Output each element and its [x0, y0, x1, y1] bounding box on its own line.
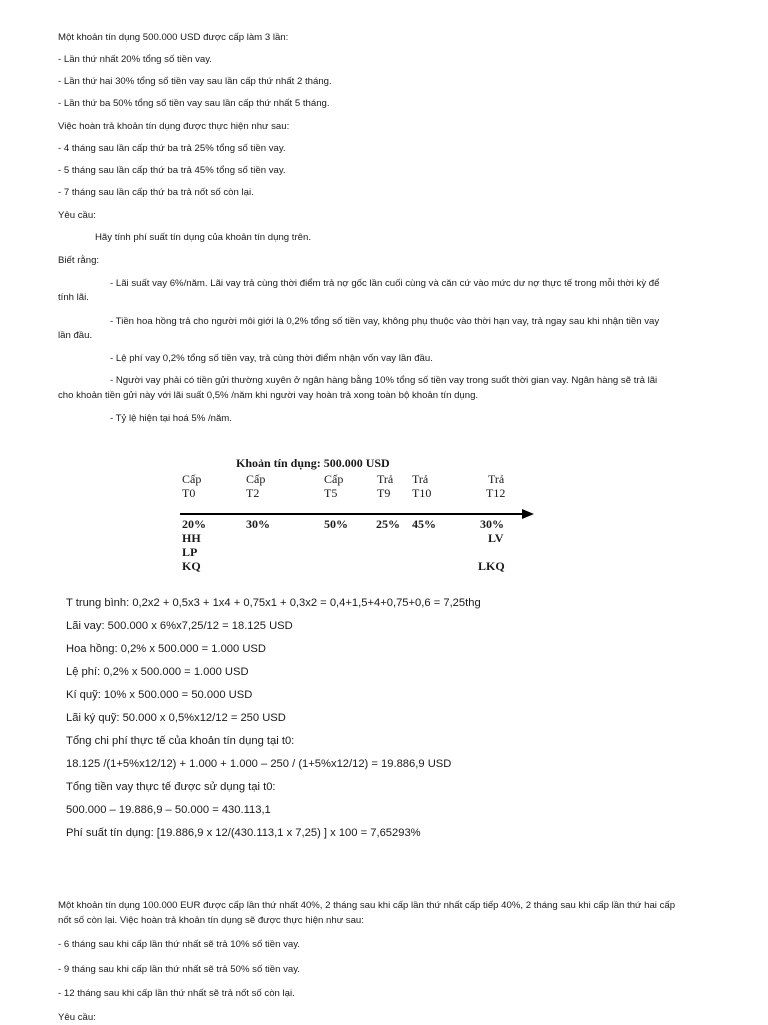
calc-line: Tổng chi phí thực tế của khoản tín dụng tại t0: — [66, 735, 295, 747]
t0-extra: HH — [182, 531, 201, 545]
calc-line: Kí quỹ: 10% x 500.000 = 50.000 USD — [66, 689, 253, 701]
event-action: Trả — [412, 472, 429, 486]
p2-repay-3: - 12 tháng sau khi cấp lần thứ nhất sẽ trả nốt số còn lại. — [58, 988, 295, 999]
p2-req-label: Yêu cầu: — [58, 1012, 96, 1023]
event-action: Cấp — [182, 472, 202, 486]
p1-known-5: - Tỷ lệ hiện tại hoá 5% /năm. — [110, 413, 232, 424]
event-pct: 30% — [246, 517, 270, 531]
calc-line: 500.000 – 19.886,9 – 50.000 = 430.113,1 — [66, 804, 271, 816]
calc-line: Phí suất tín dụng: [19.886,9 x 12/(430.113,1 x 7,25) ] x 100 = 7,65293% — [66, 827, 421, 839]
event-pct: 45% — [412, 517, 436, 531]
calc-line: Tổng tiền vay thực tế được sử dụng tại t0: — [66, 781, 276, 793]
event-time: T5 — [324, 486, 338, 500]
p1-disb-3: - Lần thứ ba 50% tổng số tiền vay sau lần cấp thứ nhất 5 tháng. — [58, 98, 330, 109]
event-action: Trả — [488, 472, 505, 486]
p1-known-1b: tính lãi. — [58, 292, 89, 303]
event-action: Cấp — [324, 472, 344, 486]
p1-known-2b: lần đầu. — [58, 330, 93, 341]
calc-line: T trung bình: 0,2x2 + 0,5x3 + 1x4 + 0,75x1 + 0,3x2 = 0,4+1,5+4+0,75+0,6 = 7,25thg — [66, 597, 481, 609]
event-action: Cấp — [246, 472, 266, 486]
p1-known-4a: - Người vay phải có tiền gửi thường xuyên ở ngân hàng bằng 10% tổng số tiền vay trong suốt thời gian vay. Ngân hàng sẽ trả lãi — [110, 375, 658, 386]
event-time: T0 — [182, 486, 196, 500]
p1-disb-1: - Lần thứ nhất 20% tổng số tiền vay. — [58, 54, 212, 65]
diagram-title: Khoản tín dụng: 500.000 USD — [236, 456, 390, 470]
p1-known-1a: - Lãi suất vay 6%/năm. Lãi vay trả cùng thời điểm trả nợ gốc lần cuối cùng và căn cứ vào mức dư nợ thực tế trong mỗi thời kỳ để — [110, 278, 660, 289]
t0-extra: KQ — [182, 559, 201, 573]
p1-req: Hãy tính phí suất tín dụng của khoản tín dụng trên. — [95, 232, 312, 243]
event-time: T2 — [246, 486, 260, 500]
p2-repay-1: - 6 tháng sau khi cấp lần thứ nhất sẽ trả 10% số tiền vay. — [58, 939, 300, 950]
p1-known-2a: - Tiền hoa hồng trả cho người môi giới là 0,2% tổng số tiền vay, không phụ thuộc vào thời hạn vay, trả ngay sau khi nhận tiền vay — [110, 316, 660, 327]
t0-extra: LP — [182, 545, 198, 559]
p1-req-label: Yêu cầu: — [58, 210, 96, 221]
calc-line: Hoa hồng: 0,2% x 500.000 = 1.000 USD — [66, 643, 266, 655]
p2-intro-b: nốt số còn lại. Việc hoàn trả khoản tín dụng sẽ được thực hiện như sau: — [58, 915, 364, 926]
calc-line: Lãi vay: 500.000 x 6%x7,25/12 = 18.125 USD — [66, 620, 293, 632]
calc-line: Lệ phí: 0,2% x 500.000 = 1.000 USD — [66, 666, 249, 678]
event-pct: 50% — [324, 517, 348, 531]
p1-repay-1: - 4 tháng sau lần cấp thứ ba trả 25% tổng số tiền vay. — [58, 143, 286, 154]
p2-intro-a: Một khoản tín dụng 100.000 EUR được cấp lần thứ nhất 40%, 2 tháng sau khi cấp lần thứ nhất cấp tiếp 40%, 2 tháng sau khi cấp lần thứ hai cấp — [58, 900, 676, 911]
p1-repay-2: - 5 tháng sau lần cấp thứ ba trả 45% tổng số tiền vay. — [58, 165, 286, 176]
p1-known-3: - Lệ phí vay 0,2% tổng số tiền vay, trả cùng thời điểm nhận vốn vay lần đầu. — [110, 353, 433, 364]
timeline-diagram — [180, 456, 540, 580]
t12-extra: LV — [488, 531, 504, 545]
p1-repay-intro: Việc hoàn trả khoản tín dụng được thực hiện như sau: — [58, 121, 290, 132]
p2-repay-2: - 9 tháng sau khi cấp lần thứ nhất sẽ trả 50% số tiền vay. — [58, 964, 300, 975]
event-pct: 25% — [376, 517, 400, 531]
event-time: T10 — [412, 486, 432, 500]
p1-repay-3: - 7 tháng sau lần cấp thứ ba trả nốt số còn lại. — [58, 187, 254, 198]
p1-known-4b: cho khoản tiền gửi này với lãi suất 0,5% /năm khi người vay hoàn trả xong toàn bộ khoản tín dụng. — [58, 390, 479, 401]
event-pct: 20% — [182, 517, 206, 531]
event-time: T9 — [377, 486, 391, 500]
calc-line: Lãi ký quỹ: 50.000 x 0,5%x12/12 = 250 USD — [66, 712, 286, 724]
event-time: T12 — [486, 486, 506, 500]
event-pct: 30% — [480, 517, 504, 531]
p1-disb-2: - Lần thứ hai 30% tổng số tiền vay sau lần cấp thứ nhất 2 tháng. — [58, 76, 332, 87]
event-action: Trả — [377, 472, 394, 486]
calc-line: 18.125 /(1+5%x12/12) + 1.000 + 1.000 – 250 / (1+5%x12/12) = 19.886,9 USD — [66, 758, 452, 770]
t12-extra: LKQ — [478, 559, 505, 573]
p1-intro: Một khoản tín dụng 500.000 USD được cấp làm 3 lần: — [58, 32, 289, 43]
p1-known-label: Biết rằng: — [58, 255, 100, 266]
